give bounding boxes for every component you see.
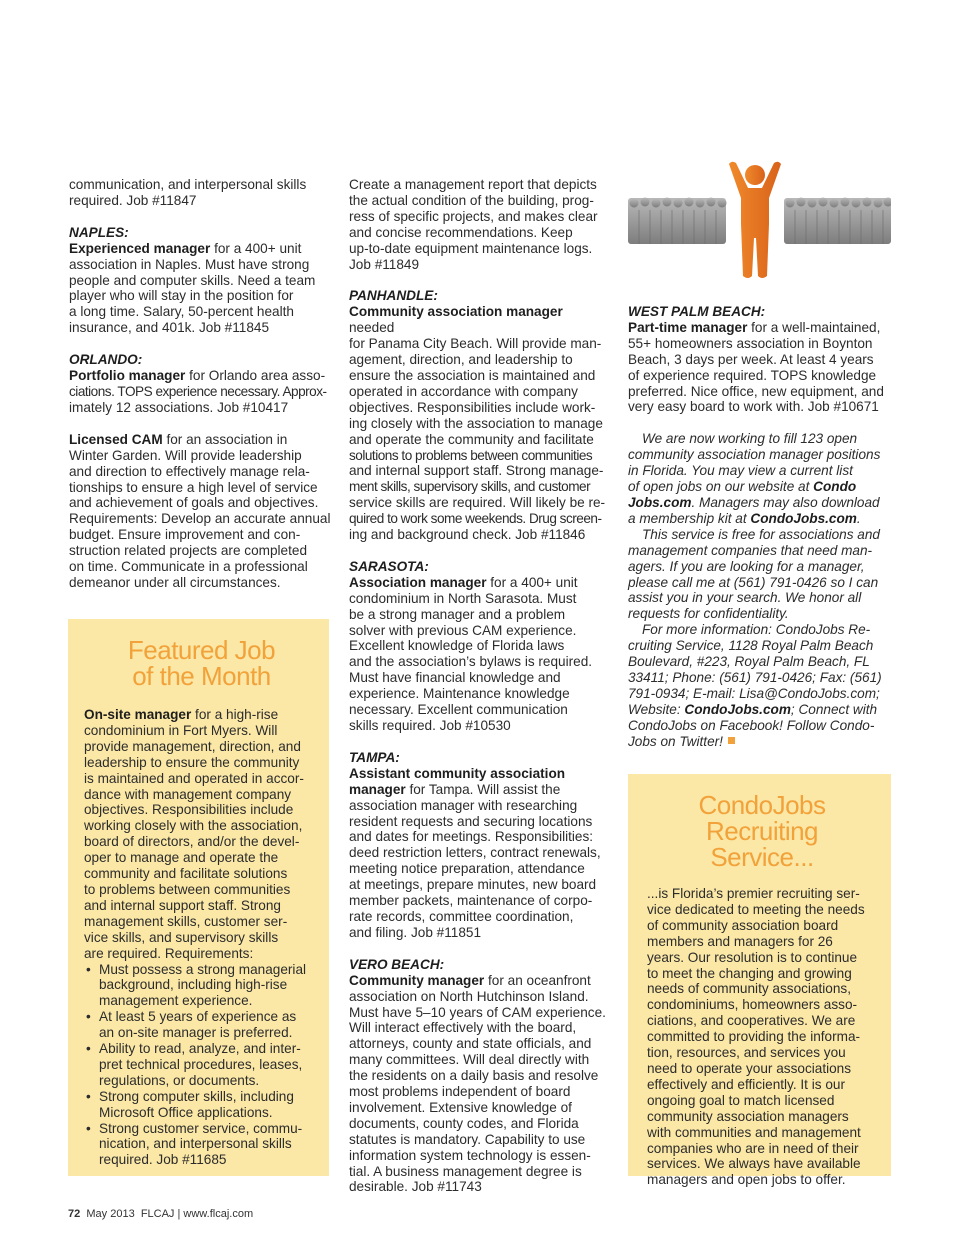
publication-name: FLCAJ bbox=[140, 1208, 175, 1220]
job-title: Community manager bbox=[349, 972, 485, 988]
column-1: communication, and interpersonal skills required. Job #11847 NAPLES: Experienced manager for a 400+ unit association in Naples. Must have strong people and computer skills. Need a team player who will stay in the position for a long time. Salary, 50-percent health insurance, and 401k. Job #11845 ORLANDO: Portfolio manager for Orlando area asso- ciations. TOPS experience necessary. Approx- imately 12 associations. Job #10417 Licensed CAM for an association in Winter Garden. Will provide leadership and direction to effectively manage rela- tionships to ensure a high level of service and achievement of goals and objectives. Requirements: Develop an accurate annual budget. Ensure improvement and con- struction related projects are completed on time. Communicate in a professional demeanor under all circumstances. bbox=[69, 177, 331, 590]
column-2: Create a management report that depicts the actual condition of the building, prog- ress of specific projects, and makes clear and concise recommendations. Keep up-to-date equipment maintenance logs. Job #11849 PANHANDLE: Community association manager needed for Panama City Beach. Will provide man- agement, direction, and leadership to ensure the association is maintained and operated in accordance with company objectives. Responsibilities include work- ing closely with the association to manage and operate the community and facilitate solutions to problems between communities and internal support staff. Strong manage- ment skills, supervisory skills, and customer service skills are required. Will likely be re- quired to work some weekends. Drug screen- ing and background check. Job #11846 SARASOTA: Association manager for a 400+ unit condominium in North Sarasota. Must be a strong manager and a problem solver with previous CAM experience. Excellent knowledge of Florida laws and the association’s bylaws is required. Must have financial knowledge and experience. Maintenance knowledge necessary. Excellent communication skills required. Job #10530 TAMPA: Assistant community association manager for Tampa. Will assist the association manager with researching resident requests and securing locations and dates for meetings. Responsibilities: deed restriction letters, contract renewals, meeting notice preparation, attendance at meetings, prepare minutes, new board member packets, maintenance of corpo- rate records, committee coordination, and filing. Job #11851 VERO BEACH: Community manager for an oceanfront association on North Hutchinson Island. Must have 5–10 years of CAM experience. Will interact effectively with the board, attorneys, county and state officials, and many committees. Will deal directly with the residents on a daily basis and resolve most problems independent of board involvement. Extensive knowledge of documents, county codes, and Florida statutes is mandatory. Capability to use information system technology is essen- tial. A business management degree is desirable. Job #11743 bbox=[349, 177, 611, 1195]
recruiting-body: ...is Florida’s premier recruiting ser- vice dedicated to meeting the needs of community association board members and managers for 26 years. Our resolution is to continue to meet the changing and growing needs of community associations, condominiums, homeowners asso- ciations, and cooperatives. We are committed to providing the informa- tion, resources, and services you need to operate your associations effectively and efficiently. It is our ongoing goal to match licensed community association managers with communities and management companies who are in need of their services. We always have available managers and open jobs to offer. bbox=[647, 886, 865, 1188]
featured-body: condominium in Fort Myers. Will provide management, direction, and leadership to ensure the community is maintained and operated in accor- dance with management company objectives. Responsibilities include working closely with the association, board of directors, and/or the devel- oper to manage and operate the community and facilitate solutions to problems between communities and internal support staff. Strong management skills, customer ser- vice skills, and supervisory skills are required. Requirements: bbox=[84, 722, 304, 961]
end-mark-icon bbox=[728, 737, 735, 744]
intro-line: communication, and interpersonal skills bbox=[69, 177, 307, 192]
orange-figure bbox=[729, 162, 781, 278]
job-title: Community association manager bbox=[349, 304, 563, 320]
website-link[interactable]: CondoJobs.com bbox=[684, 701, 791, 717]
job-title: On-site manager bbox=[84, 707, 192, 722]
publication-url[interactable]: www.flcaj.com bbox=[183, 1208, 254, 1220]
naples-first-line: Experienced manager for a 400+ unit bbox=[69, 240, 302, 256]
list-item: • Ability to read, analyze, and inter- pret technical procedures, leases, regulations, or documents. bbox=[84, 1041, 319, 1089]
job-title: Portfolio manager bbox=[69, 368, 186, 384]
requirements-list bbox=[84, 962, 319, 1169]
recruiting-service-box bbox=[628, 774, 891, 1188]
region-heading-orlando: ORLANDO: bbox=[69, 352, 143, 368]
job-title: Part-time manager bbox=[628, 319, 748, 335]
job-title: Association manager bbox=[349, 574, 487, 590]
crowd-illustration bbox=[628, 158, 891, 288]
list-item: • Strong customer service, commu- nication, and interpersonal skills required. Job #11685 bbox=[84, 1121, 319, 1169]
job-title: Licensed CAM bbox=[69, 431, 163, 447]
featured-job-box: Featured Job of the Month On-site manager for a high-rise condominium in Fort Myers. Will provide management, direction, and leadership to ensure the community is maintained and operated in accor- dance with management company objectives. Responsibilities include working closely with the association, board of directors, and/or the devel- oper to manage and operate the community and facilitate solutions to problems between communities and internal support staff. Strong management skills, customer ser- vice skills, and supervisory skills are required. Requirements: • Must possess a strong managerial background, including high-rise management experience. • At least 5 years of experience as an on-site manager is preferred. • Ability to read, analyze, and inter- pret technical procedures, leases, regulations, or documents. • Strong computer skills, including Microsoft Office applications. • Strong customer service, commu- nication, and interpersonal skills required. Job #11685 bbox=[68, 619, 329, 1176]
list-item: • Must possess a strong managerial background, including high-rise management experience. bbox=[84, 962, 319, 1010]
recruiter-notice: We are now working to fill 123 open community association manager positions in Florida. You may view a current list of open jobs on our website at Condo Jobs.com. Managers may also download a membership kit at CondoJobs.com. This service is free for associations and management companies that need man- agers. If you are looking for a manager, please call me at (561) 791-0426 so I can assist you in your search. We honor all requests for confidentiality. For more information: CondoJobs Re- cruiting Service, 1128 Royal Palm Beach Boulevard, #223, Royal Palm Beach, FL 33411; Phone: (561) 791-0426; Fax: (561) 791-0934; E-mail: Lisa@CondoJobs.com; Website: CondoJobs.com; Connect with CondoJobs on Facebook! Follow Condo- Jobs on Twitter! bbox=[628, 431, 882, 749]
region-heading-vero-beach: VERO BEACH: bbox=[349, 956, 445, 972]
issue-date: May 2013 bbox=[86, 1208, 135, 1220]
column-3: WEST PALM BEACH: Part-time manager for a well-maintained, 55+ homeowners association in Boynton Beach, 3 days per week. At least 4 years of experience required. TOPS knowledge preferred. Nice office, new equipment, and very easy board to work with. Job #10671 We are now working to fill 123 open community association manager positions in Florida. You may view a current list of open jobs on our website at Condo Jobs.com. Managers may also download a membership kit at CondoJobs.com. This service is free for associations and management companies that need man- agers. If you are looking for a manager, please call me at (561) 791-0426 so I can assist you in your search. We honor all requests for confidentiality. For more information: CondoJobs Re- cruiting Service, 1128 Royal Palm Beach Boulevard, #223, Royal Palm Beach, FL 33411; Phone: (561) 791-0426; Fax: (561) 791-0934; E-mail: Lisa@CondoJobs.com; Website: CondoJobs.com; Connect with CondoJobs on Facebook! Follow Condo- Jobs on Twitter! bbox=[628, 304, 892, 749]
region-heading-sarasota: SARASOTA: bbox=[349, 558, 429, 574]
list-item: • Strong computer skills, including Microsoft Office applications. bbox=[84, 1089, 319, 1121]
region-heading-tampa: TAMPA: bbox=[349, 749, 400, 765]
website-link[interactable]: CondoJobs.com bbox=[750, 510, 857, 526]
recruiting-title: CondoJobs Recruiting Service... bbox=[698, 790, 826, 872]
region-heading-west-palm-beach: WEST PALM BEACH: bbox=[628, 304, 766, 319]
region-heading-naples: NAPLES: bbox=[69, 224, 129, 240]
job-title: Assistant community association bbox=[349, 765, 566, 781]
website-link[interactable]: Condo bbox=[813, 479, 857, 495]
page-footer: 72 May 2013 FLCAJ | www.flcaj.com bbox=[68, 1208, 254, 1220]
region-heading-panhandle: PANHANDLE: bbox=[349, 288, 438, 304]
featured-title: Featured Job of the Month bbox=[127, 635, 276, 691]
website-link[interactable]: Jobs.com bbox=[628, 494, 692, 510]
list-item: • At least 5 years of experience as an on-site manager is preferred. bbox=[84, 1009, 319, 1041]
job-title: Experienced manager bbox=[69, 240, 211, 256]
intro-line: required. Job #11847 bbox=[69, 192, 197, 208]
page-number: 72 bbox=[68, 1208, 81, 1220]
